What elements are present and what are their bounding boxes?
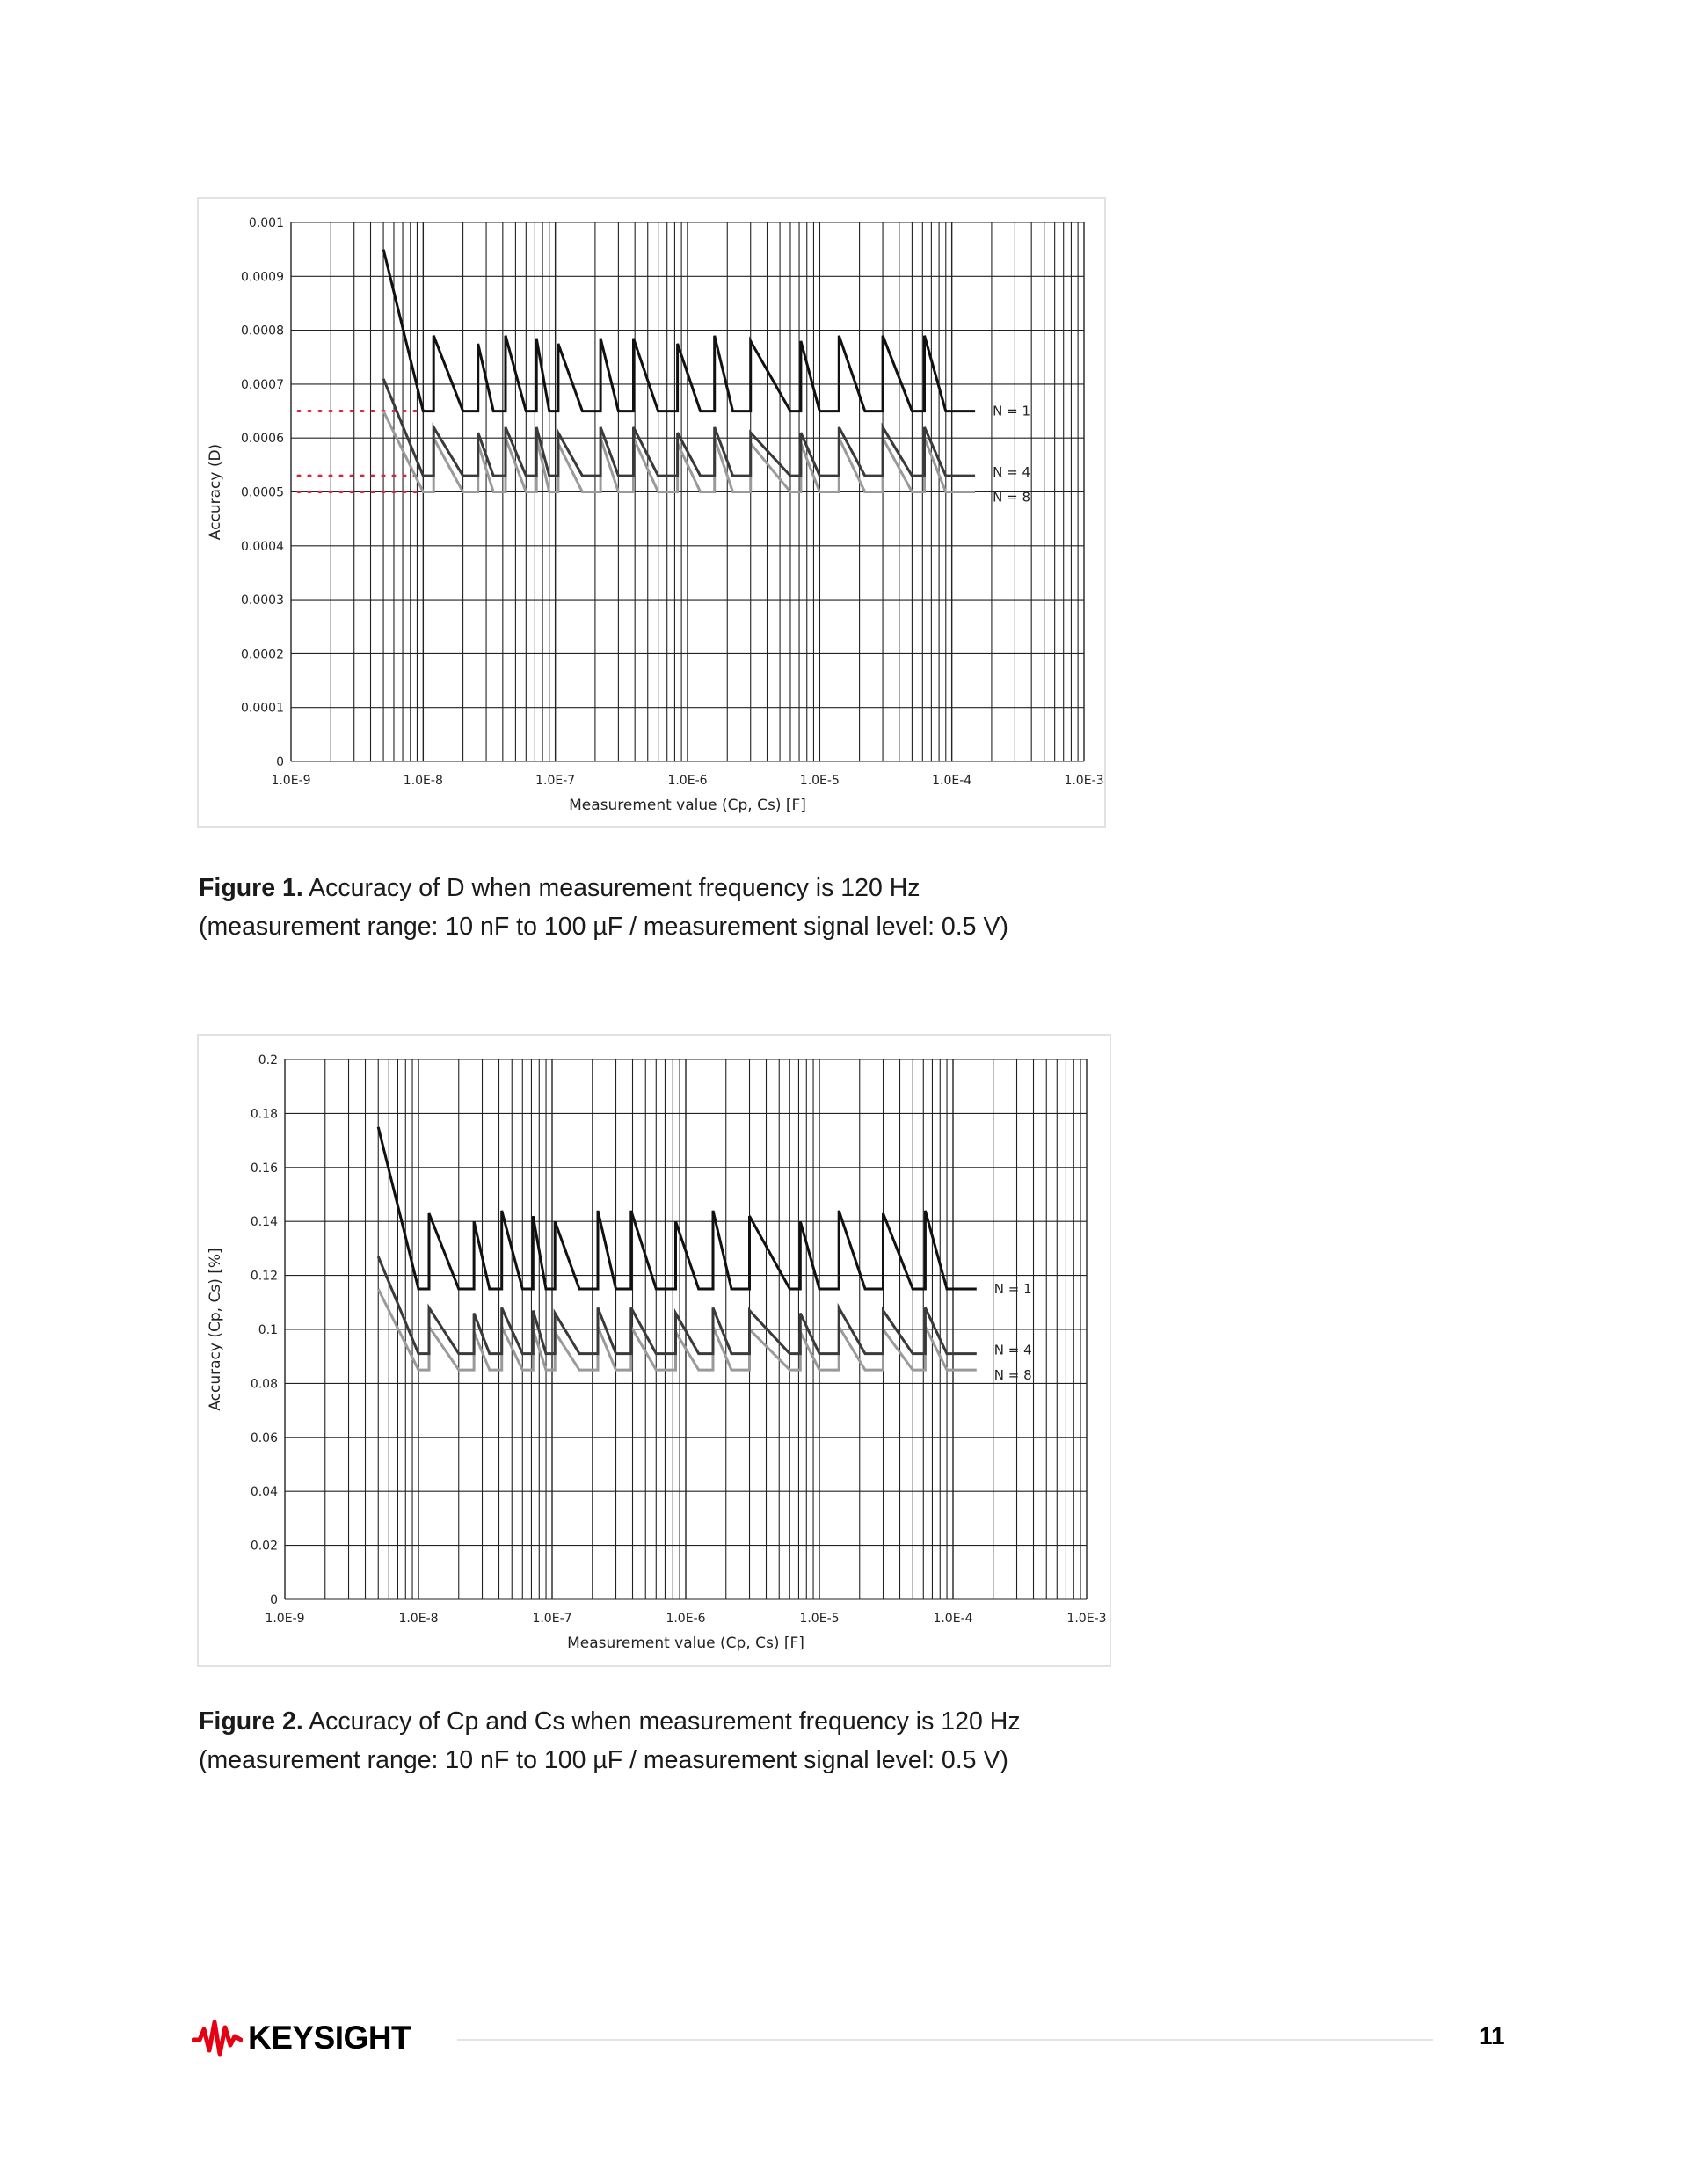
x-tick-label: 1.0E-4: [932, 774, 972, 788]
y-tick-label: 0.02: [250, 1539, 278, 1554]
series-line-n4: [378, 1256, 977, 1354]
figure-2-caption-line1: Accuracy of Cp and Cs when measurement frequency is 120 Hz: [309, 1707, 1021, 1736]
y-tick-label: 0.0001: [241, 701, 284, 716]
series-label: N = 4: [993, 1342, 1032, 1358]
y-tick-label: 0.0005: [241, 485, 284, 500]
figure-2-caption-line2: (measurement range: 10 nF to 100 µF / measurement signal level: 0.5 V): [199, 1746, 1008, 1774]
x-tick-label: 1.0E-8: [403, 774, 443, 788]
figure-1-caption-label: Figure 1.: [199, 874, 303, 902]
y-tick-label: 0: [270, 1593, 278, 1607]
y-tick-label: 0.0004: [241, 539, 284, 554]
x-tick-label: 1.0E-3: [1064, 774, 1104, 788]
y-tick-label: 0.06: [250, 1431, 278, 1445]
figure-1-svg: [199, 199, 1104, 826]
x-tick-label: 1.0E-4: [933, 1612, 973, 1626]
y-axis-title: Accuracy (D): [207, 443, 224, 541]
series-label: N = 8: [993, 1367, 1032, 1384]
series-label: N = 4: [993, 464, 1031, 481]
y-tick-label: 0.0007: [241, 377, 284, 392]
x-tick-label: 1.0E-3: [1066, 1612, 1107, 1626]
series-label: N = 1: [993, 403, 1031, 419]
y-tick-label: 0: [276, 755, 284, 769]
figure-2-chart: [197, 1034, 1111, 1667]
y-tick-label: 0.0008: [241, 324, 284, 339]
y-tick-label: 0.2: [258, 1053, 278, 1067]
series-line-n1: [378, 1127, 977, 1289]
y-tick-label: 0.14: [250, 1215, 278, 1230]
x-tick-label: 1.0E-6: [667, 774, 708, 788]
y-tick-label: 0.04: [250, 1485, 278, 1500]
y-tick-label: 0.0003: [241, 593, 284, 608]
y-tick-label: 0.1: [258, 1323, 278, 1337]
y-tick-label: 0.18: [250, 1107, 278, 1122]
x-tick-label: 1.0E-8: [398, 1612, 439, 1626]
x-tick-label: 1.0E-7: [535, 774, 576, 788]
figure-1-caption-line1: Accuracy of D when measurement frequency is 120 Hz: [309, 874, 920, 902]
x-tick-label: 1.0E-5: [799, 1612, 840, 1626]
series-label: N = 1: [993, 1280, 1032, 1297]
y-tick-label: 0.001: [248, 216, 284, 230]
figure-2-svg: [199, 1036, 1110, 1665]
y-tick-label: 0.0002: [241, 647, 284, 662]
x-tick-label: 1.0E-9: [271, 774, 311, 788]
y-tick-label: 0.0006: [241, 432, 284, 447]
figure-1-chart: [197, 197, 1106, 828]
figure-2-caption: [199, 1702, 1021, 1780]
x-tick-label: 1.0E-9: [265, 1612, 305, 1626]
figure-1-caption: [199, 869, 1008, 946]
y-tick-label: 0.08: [250, 1377, 278, 1392]
footer-divider: [457, 2039, 1433, 2041]
x-axis-title: Measurement value (Cp, Cs) [F]: [567, 1634, 804, 1652]
x-axis-title: Measurement value (Cp, Cs) [F]: [569, 797, 806, 814]
figure-1-caption-line2: (measurement range: 10 nF to 100 µF / measurement signal level: 0.5 V): [199, 913, 1008, 941]
keysight-wordmark: KEYSIGHT: [248, 2020, 411, 2056]
x-tick-label: 1.0E-7: [532, 1612, 572, 1626]
figure-2-caption-label: Figure 2.: [199, 1707, 303, 1736]
y-tick-label: 0.12: [250, 1269, 278, 1284]
series-line-n8: [383, 411, 975, 492]
keysight-logo: [192, 2019, 411, 2057]
series-line-n4: [383, 379, 975, 476]
keysight-wave-icon: [192, 2019, 243, 2057]
series-label: N = 8: [993, 489, 1031, 506]
x-tick-label: 1.0E-6: [666, 1612, 706, 1626]
y-tick-label: 0.0009: [241, 270, 284, 285]
page-number: 11: [1479, 2022, 1505, 2049]
y-axis-title: Accuracy (Cp, Cs) [%]: [207, 1248, 224, 1411]
y-tick-label: 0.16: [250, 1161, 278, 1176]
x-tick-label: 1.0E-5: [799, 774, 840, 788]
